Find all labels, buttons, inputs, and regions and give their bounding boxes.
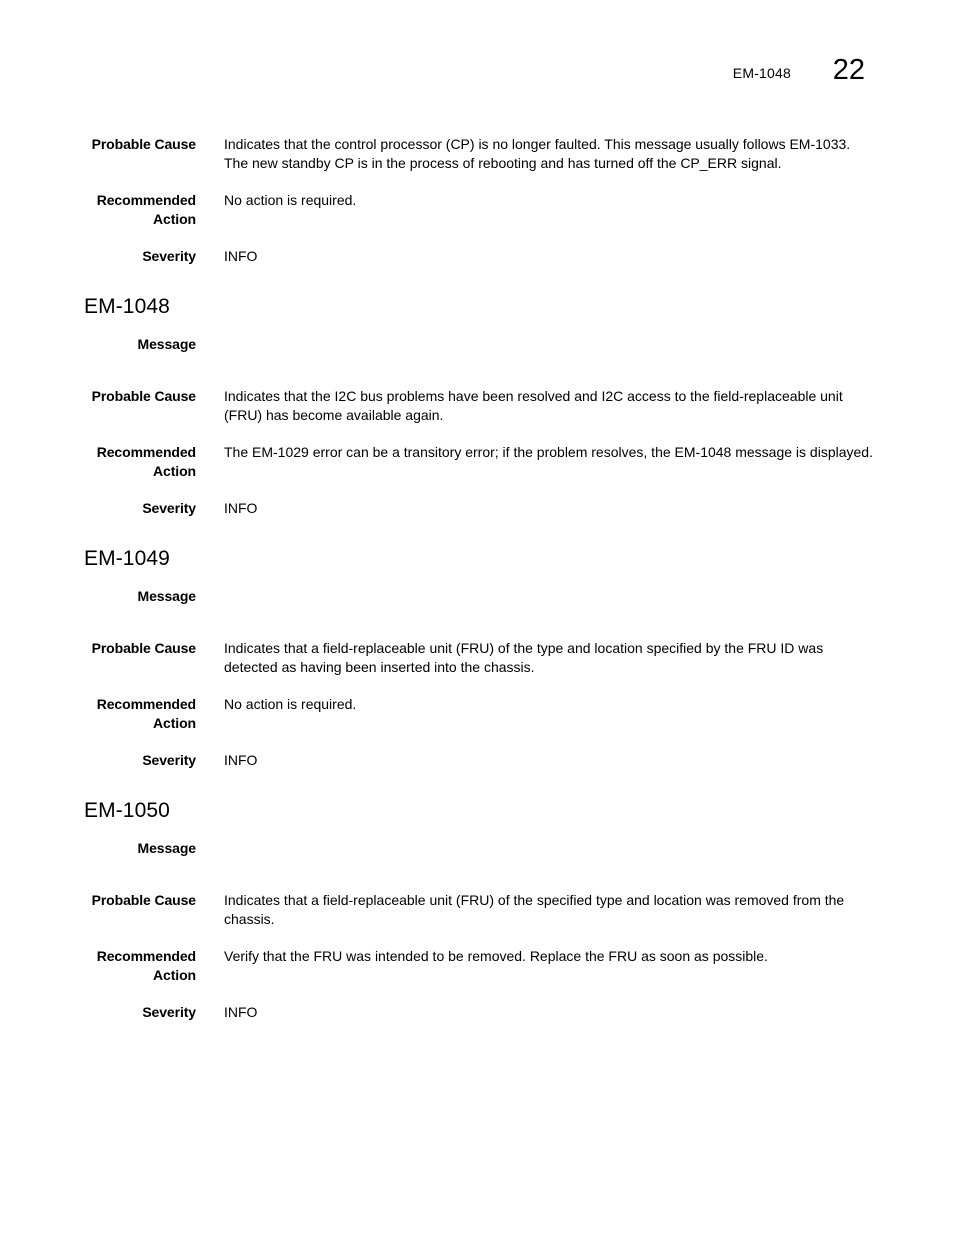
section-heading: EM-1050: [84, 798, 170, 822]
message-row: [84, 587, 874, 606]
severity-label: Severity: [142, 752, 196, 768]
recommended-label-line2: Action: [153, 966, 196, 983]
recommended-action-text: The EM-1029 error can be a transitory error; if the problem resolves, the EM-1048 message is displayed.: [224, 444, 873, 460]
severity-row: [84, 751, 874, 770]
severity-label: Severity: [142, 248, 196, 264]
probable-cause-row: [84, 891, 874, 928]
probable-cause-text: Indicates that a field-replaceable unit (FRU) of the type and location specified by the FRU ID was detected as having been inserted into the chassis.: [224, 640, 824, 675]
recommended-label-line2: Action: [153, 714, 196, 731]
recommended-action-label: [84, 443, 196, 480]
document-body: [84, 135, 874, 1022]
severity-row: [84, 247, 874, 266]
severity-value: INFO: [224, 752, 258, 768]
running-title: EM-1048: [732, 65, 791, 81]
probable-cause-row: [84, 135, 874, 172]
recommended-action-row: [84, 443, 874, 480]
recommended-action-text: Verify that the FRU was intended to be removed. Replace the FRU as soon as possible.: [224, 948, 768, 964]
probable-cause-text: Indicates that the control processor (CP) is no longer faulted. This message usually follows EM-1033. The new standby CP is in the process of rebooting and has turned off the CP_ERR signal.: [224, 136, 851, 171]
severity-label: Severity: [142, 500, 196, 516]
probable-cause-row: [84, 387, 874, 424]
message-label: Message: [137, 587, 196, 604]
recommended-label-line1: Recommended: [96, 444, 196, 460]
probable-cause-text: Indicates that a field-replaceable unit (FRU) of the specified type and location was removed from the chassis.: [224, 892, 845, 927]
message-row: [84, 839, 874, 858]
recommended-action-label: [84, 695, 196, 732]
message-label: Message: [137, 839, 196, 856]
severity-value: INFO: [224, 500, 258, 516]
recommended-label-line2: Action: [153, 210, 196, 227]
recommended-action-row: [84, 695, 874, 732]
recommended-action-text: No action is required.: [224, 192, 357, 208]
probable-cause-text: Indicates that the I2C bus problems have been resolved and I2C access to the field-replaceable unit (FRU) has become available again.: [224, 388, 843, 423]
severity-value: INFO: [224, 248, 258, 264]
recommended-label-line2: Action: [153, 462, 196, 479]
probable-cause-label: Probable Cause: [91, 892, 196, 908]
recommended-action-row: [84, 947, 874, 984]
probable-cause-label: Probable Cause: [91, 136, 196, 152]
probable-cause-row: [84, 639, 874, 676]
message-label: Message: [137, 335, 196, 352]
severity-label: Severity: [142, 1004, 196, 1020]
section-heading: EM-1049: [84, 546, 170, 570]
recommended-action-row: [84, 191, 874, 228]
recommended-label-line1: Recommended: [96, 192, 196, 208]
recommended-action-text: No action is required.: [224, 696, 357, 712]
severity-value: INFO: [224, 1004, 258, 1020]
severity-row: [84, 499, 874, 518]
recommended-label-line1: Recommended: [96, 948, 196, 964]
probable-cause-label: Probable Cause: [91, 640, 196, 656]
severity-row: [84, 1003, 874, 1022]
section-heading: EM-1048: [84, 294, 170, 318]
message-row: [84, 335, 874, 354]
recommended-action-label: [84, 191, 196, 228]
recommended-action-label: [84, 947, 196, 984]
probable-cause-label: Probable Cause: [91, 388, 196, 404]
chapter-number: 22: [832, 54, 865, 86]
recommended-label-line1: Recommended: [96, 696, 196, 712]
